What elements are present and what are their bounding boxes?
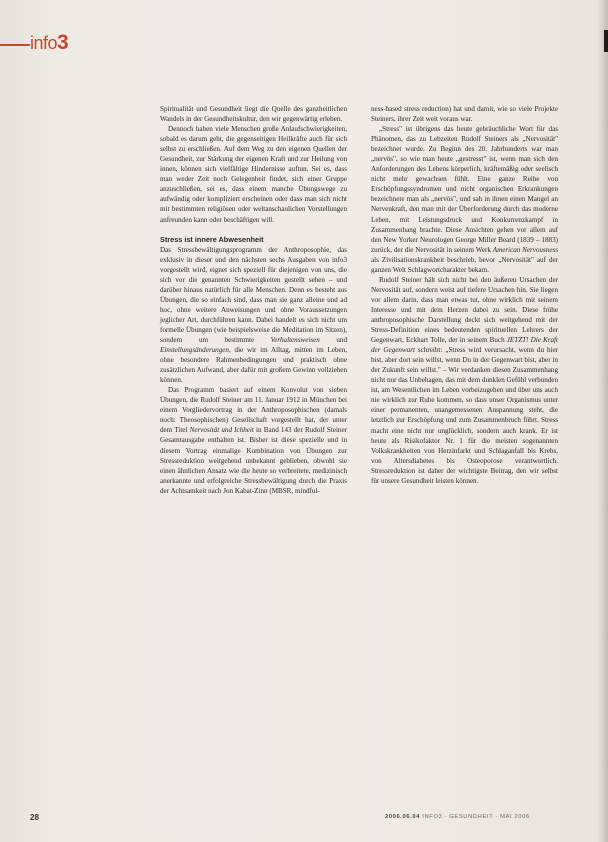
paragraph: Spiritualität und Gesundheit liegt die Quelle des ganzheitlichen Wandels in der Gesundheitskultur, den wir gegenwärtig erleben. [160,105,347,124]
text-run: Das Programm basiert auf einem Konvolut von sieben Übungen, die Rudolf Steiner am 11. Januar 1912 in München bei einem Vorgliedervortrag in der Anthroposophischen (damals noch: Theosophischen) Gesellschaft vorgestellt hat, der unter dem Titel [160,386,347,435]
page-edge-tab [604,30,608,52]
text-run: „Stress" ist übrigens das heute gebräuchliche Wort für das Phänomen, das zu Lebzeiten Rudolf Steiners als „Nervosität" bezeichnet wurde. Zu Beginn des 20. Jahrhunderts war man „nervös", so wie man heute „gestresst" ist, wenn man sich den Anforderungen des Lebens körperlich, kräftemäßig oder seelisch nicht mehr gewachsen fühlt. Eine ganze Reihe von Erschöpfungssyndromen und nicht organischen Erkrankungen bezeichnete man als „nervös", und sah in ihnen einen Mangel an Nervenkraft, den man mit der Überforderung durch das moderne Leben, mit Leistungsdruck und Konkurrenzkampf in Zusammenhang brachte. Diese Ansichten gehen vor allem auf den New Yorker Neurologen George Miller Beard (1839 – 1883) zurück, der die Nervosität in seinem Werk [371,125,558,254]
footer-section: INFO3 · GESUNDHEIT · MAI 2006 [422,814,530,820]
logo-number: 3 [57,31,69,54]
paragraph [160,245,347,386]
section-heading: Stress ist innere Abwesenheit [160,234,264,244]
paragraph [371,275,558,486]
paragraph [160,385,347,496]
text-run: Das Stressbewältigungsprogramm der Anthroposophie, das exklusiv in dieser und den nächsten sechs Ausgaben von info3 vorgestellt wird, eignet sich speziell für diejenigen von uns, die sich vor die genannten Schwierigkeiten gestellt sehen – und darüber hinaus natürlich für alle Menschen. Denn es besteht aus Übungen, die so einfach sind, dass man sie ganz alleine und ad hoc, ohne weitere Anweisungen und ohne Voraussetzungen jeglicher Art, durchführen kann. Dabei handelt es sich nicht um formelle Übungen (wie beispielsweise die Meditation im Sitzen), sondern um bestimmte [160,245,347,344]
issue-code: 2006.06.04 [385,814,421,820]
text-run: Rudolf Steiner hält sich nicht bei den äußeren Ursachen der Nervosität auf, sondern weist auf tiefere Ursachen hin. Sie liegen vor allem darin, dass man etwas tut, ohne wirklich mit seinem Interesse und mit dem Herzen dabei zu sein. Diese frühe anthroposophische Darstellung deckt sich weitgehend mit der Stress-Definition eines bedeutenden spirituellen Lehrers der Gegenwart, Eckhart Tolle, der in seinem Buch [371,275,558,345]
text-run: , die wir im Alltag, mitten im Leben, ohne besondere Rahmenbedingungen und praktisch ohne zusätzlichen Aufwand, aber dafür mit großem Gewinn vollziehen können. [160,346,347,385]
italic-run: JETZT! Die Kraft der Gegenwart [371,336,558,355]
italic-run: Verhaltensweisen [270,335,320,344]
page-number: 28 [30,813,39,822]
footer-folio [385,814,530,820]
page-gutter-shadow [598,0,608,842]
italic-run: Einstellungsänderungen [160,346,229,355]
logo-rule [0,44,30,46]
text-run: schreibt: „Stress wird verursacht, wenn du hier bist, aber dort sein willst, wenn Du in der Gegenwart bist, aber in der Zukunft sein willst." – Wir verdanken diesen Zusammenhang nicht nur das Unbehagen, das mit dem dunklen Gefühl verbunden ist, am Wesentlichen im Leben vorbeizugehen und über uns auch nie wirklich zur Ruhe kommen, so dass unser Organismus unter einer permanenten, unangemessenen Anspannung steht, die letztlich zur Erschöpfung und zum Zusammenbruch führt. Stress macht eine nicht nur unglücklich, sondern auch krank. Er ist heute als Risikofaktor Nr. 1 für die meisten sogenannten Volkskrankheiten von Herzinfarkt und Schlaganfall bis Krebs, von Altersdiabetes bis Osteoporose verantwortlich. Stressreduktion ist daher der wichtigste Beitrag, den wir selbst für unsere Gesundheit leisten können. [371,346,558,485]
logo-word: info [30,33,58,53]
text-run: als Zivilisationskrankheit beschrieb, bevor „Nervosität" auf der ganzen Welt Schlagwortcharakter bekam. [371,255,558,274]
text-run: in Band 143 der Rudolf Steiner Gesamtausgabe enthalten ist. Bisher ist diese spezielle und in diesem Vortrag einmalige Kombination von Übungen zur Stressreduktion weitgehend unbekannt geblieben, obwohl sie einen ähnlichen Ansatz wie die heute so verbreitete, medizinisch anerkannte und erfolgreiche Stressbewältigung durch die Praxis der Achtsamkeit nach Jon Kabat-Zinn (MBSR, mindful- [160,426,347,495]
italic-run: Nervosität und Ichheit [189,426,254,435]
text-run: und [319,335,347,344]
paragraph: Dennoch haben viele Menschen große Anlaufschwierigkeiten, sobald es darum geht, die gegenseitigen Heilkräfte auch für sich selbst zu erschließen. Auf dem Weg zu den eigenen Quellen der Gesundheit, zur Stärkung der eigenen Kraft und zur Heilung von innen, können sich vielfältige Hindernisse auftun. Sei es, dass man weder Zeit noch Gelegenheit findet, sich einer Gruppe anzuschließen, sei es, dass einem manche Übungswege zu aufwändig oder kompliziert erscheinen oder dass man sich nicht mit bestimmten religiösen oder weltanschaulichen Vorstellungen anfreunden kann oder beschäftigen will. [160,125,347,224]
article-column-left [160,104,347,496]
paragraph [371,124,558,275]
paragraph: ness-based stress reduction) hat und damit, wie so viele Projekte Steiners, ihrer Zeit weit voraus war. [371,105,558,124]
logo-wordmark [30,32,68,54]
article-column-right [371,104,558,486]
magazine-logo [0,32,80,54]
italic-run: American Nervousness [492,245,558,254]
